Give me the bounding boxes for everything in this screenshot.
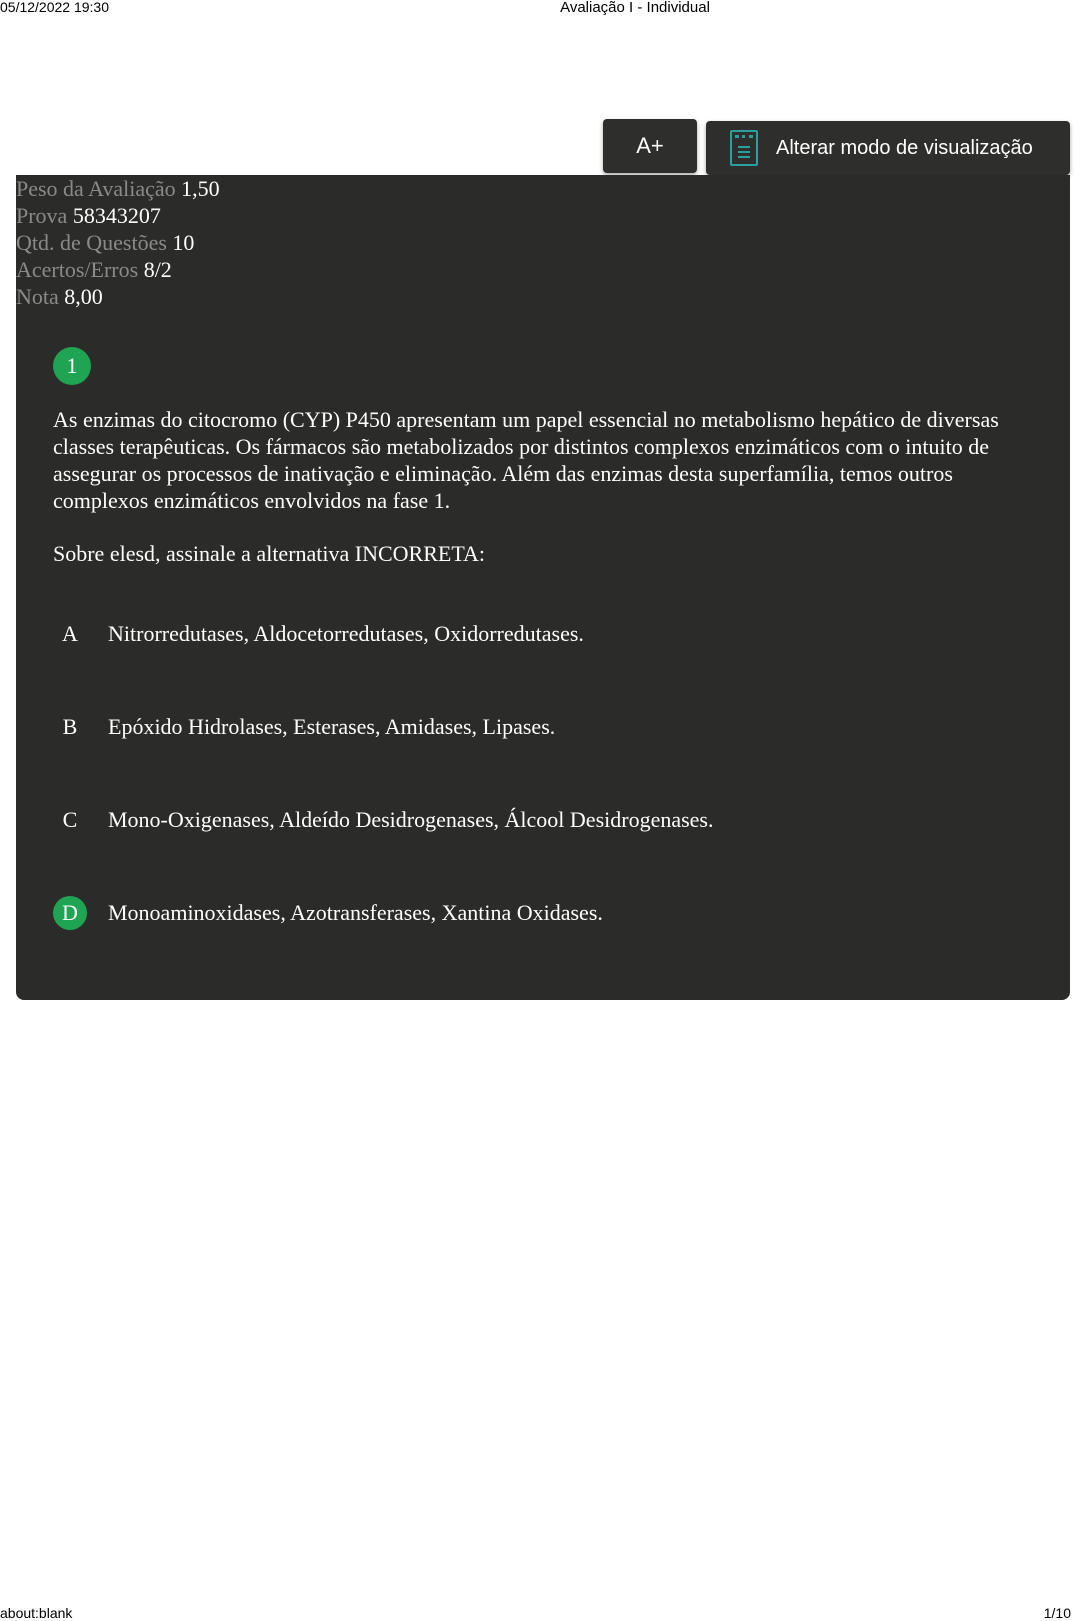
info-prova [16, 202, 1070, 229]
assessment-info [16, 175, 1070, 310]
question-number-badge: 1 [53, 347, 91, 385]
print-page-number: 1/10 [1043, 1605, 1071, 1621]
option-b[interactable] [53, 707, 1053, 747]
change-view-mode-label: Alterar modo de visualização [776, 136, 1033, 159]
option-a[interactable] [53, 614, 1053, 654]
option-d[interactable] [53, 893, 1053, 933]
info-prova-label: Prova [16, 203, 68, 228]
change-view-mode-button[interactable] [706, 121, 1070, 175]
option-text: Epóxido Hidrolases, Esterases, Amidases, Lipases. [108, 714, 556, 739]
option-letter-selected: D [53, 896, 87, 930]
info-nota-label: Nota [16, 284, 59, 309]
print-url: about:blank [0, 1605, 73, 1621]
option-text: Mono-Oxigenases, Aldeído Desidrogenases, Álcool Desidrogenases. [108, 807, 714, 832]
info-acertos [16, 256, 1070, 283]
question-card [16, 310, 1070, 1000]
info-qtd-label: Qtd. de Questões [16, 230, 167, 255]
info-nota-value: 8,00 [64, 284, 103, 309]
option-c[interactable] [53, 800, 1053, 840]
question-text: As enzimas do citocromo (CYP) P450 apresentam um papel essencial no metabolismo hepático de diversas classes terapêuticas. Os fármacos são metabolizados por distintos complexos enzimáticos com o intuito de assegurar os processos de inativação e eliminação. Além das enzimas desta superfamília, temos outros complexos enzimáticos envolvidos na fase 1. [53, 407, 999, 513]
question-prompt: Sobre elesd, assinale a alternativa INCORRETA: [53, 541, 486, 566]
option-letter: B [62, 714, 78, 739]
info-peso [16, 175, 1070, 202]
increase-font-button[interactable] [603, 119, 697, 173]
info-qtd [16, 229, 1070, 256]
print-datetime: 05/12/2022 19:30 [0, 0, 109, 15]
increase-font-label: A+ [636, 133, 664, 158]
info-prova-value: 58343207 [72, 203, 161, 228]
info-nota [16, 283, 1070, 310]
info-peso-value: 1,50 [181, 176, 220, 201]
info-acertos-value: 8/2 [143, 257, 172, 282]
info-acertos-label: Acertos/Erros [16, 257, 139, 282]
document-icon [730, 130, 758, 166]
print-title: Avaliação I - Individual [560, 0, 710, 16]
option-text: Nitrorredutases, Aldocetorredutases, Oxidorredutases. [108, 621, 584, 646]
info-qtd-value: 10 [172, 230, 195, 255]
info-peso-label: Peso da Avaliação [16, 176, 176, 201]
option-text: Monoaminoxidases, Azotransferases, Xantina Oxidases. [108, 900, 603, 925]
option-letter: A [62, 621, 78, 646]
option-letter: C [62, 807, 78, 832]
